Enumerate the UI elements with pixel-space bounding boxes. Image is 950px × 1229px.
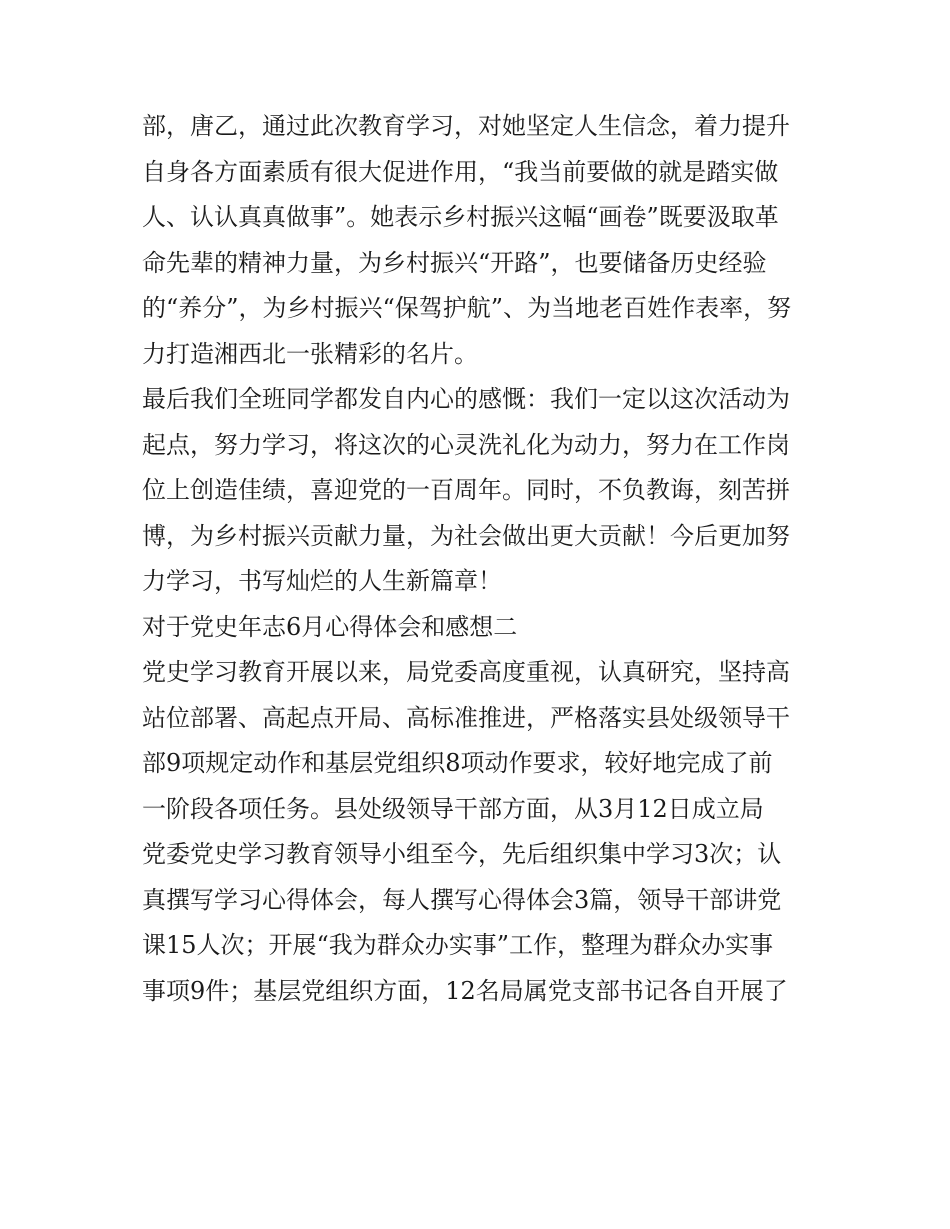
text-line: 博，为乡村振兴贡献力量，为社会做出更大贡献！今后更加努 — [142, 521, 790, 550]
text-line: 自身各方面素质有很大促进作用，“我当前要做的就是踏实做 — [142, 157, 779, 186]
text-line: 命先辈的精神力量，为乡村振兴“开路”，也要储备历史经验 — [142, 248, 767, 277]
text-line: 力打造湘西北一张精彩的名片。 — [142, 339, 478, 368]
text-line: 起点，努力学习，将这次的心灵洗礼化为动力，努力在工作岗 — [142, 430, 790, 459]
text-line: 最后我们全班同学都发自内心的感慨：我们一定以这次活动为 — [142, 385, 790, 413]
text-line: 部，唐乙，通过此次教育学习，对她坚定人生信念，着力提升 — [142, 112, 790, 140]
text-line: 部9项规定动作和基层党组织8项动作要求，较好地完成了前 — [142, 749, 773, 777]
text-line: 党史学习教育开展以来，局党委高度重视，认真研究，坚持高 — [142, 658, 790, 686]
section-heading: 对于党史年志6月心得体会和感想二 — [142, 612, 518, 641]
text-line: 力学习，书写灿烂的人生新篇章！ — [142, 567, 502, 595]
text-line: 位上创造佳绩，喜迎党的一百周年。同时，不负教诲，刻苦拼 — [142, 476, 790, 504]
text-line: 一阶段各项任务。县处级领导干部方面，从3月12日成立局 — [142, 794, 764, 823]
text-line: 事项9件；基层党组织方面，12名局属党支部书记各自开展了 — [142, 976, 788, 1005]
document-body — [142, 104, 818, 1014]
text-line: 站位部署、高起点开局、高标准推进，严格落实县处级领导干 — [142, 703, 790, 732]
text-line: 课15人次；开展“我为群众办实事”工作，整理为群众办实事 — [142, 931, 774, 959]
text-line: 的“养分”，为乡村振兴“保驾护航”、为当地老百姓作表率，努 — [142, 294, 792, 322]
text-line: 人、认认真真做事”。她表示乡村振兴这幅“画卷”既要汲取革 — [142, 203, 779, 231]
text-line: 真撰写学习心得体会，每人撰写心得体会3篇，领导干部讲党 — [142, 885, 782, 914]
text-line: 党委党史学习教育领导小组至今，先后组织集中学习3次；认 — [142, 840, 782, 868]
